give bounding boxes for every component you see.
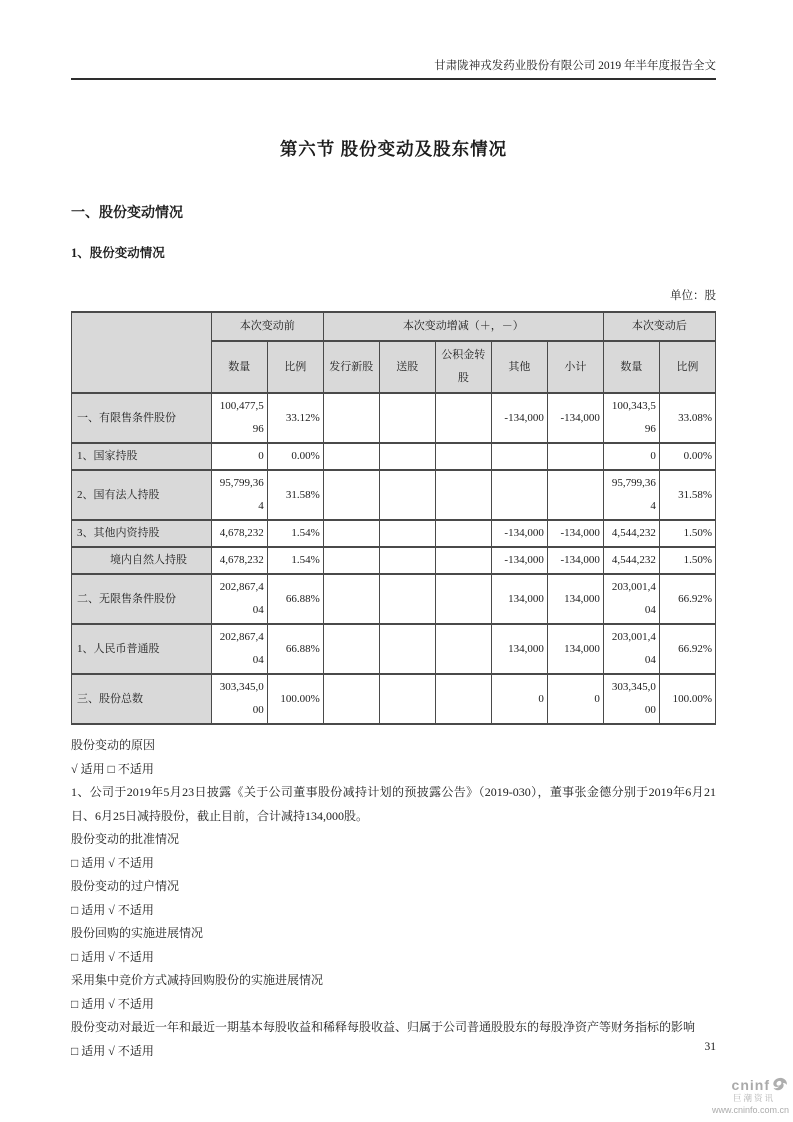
applicability-line: □ 适用 √ 不适用 (71, 1043, 154, 1058)
subheading-share-change-detail: 1、股份变动情况 (71, 246, 165, 260)
col-header-qty-after: 数量 (603, 341, 659, 393)
cell-value: 134,000 (547, 574, 603, 624)
row-label: 三、股份总数 (72, 674, 212, 724)
cell-value: 0 (603, 443, 659, 470)
report-header-title: 甘肃陇神戎发药业股份有限公司 2019 年半年度报告全文 (434, 60, 716, 72)
cell-value: 202,867,404 (211, 574, 267, 624)
cell-value (379, 393, 435, 443)
note-label: 采用集中竞价方式减持回购股份的实施进展情况 (71, 973, 324, 987)
cell-value (323, 547, 379, 574)
share-change-table-body (72, 393, 716, 724)
cell-value: 0.00% (267, 443, 323, 470)
col-header-bonus-shares: 送股 (379, 341, 435, 393)
note-label: 股份变动的批准情况 (71, 832, 180, 846)
table-row (72, 547, 716, 574)
cell-value: -134,000 (547, 547, 603, 574)
applicability-line: □ 适用 √ 不适用 (71, 949, 154, 964)
table-row (72, 574, 716, 624)
cell-value: 95,799,364 (603, 470, 659, 520)
cell-value (547, 470, 603, 520)
row-label: 境内自然人持股 (72, 547, 212, 574)
cell-value: 31.58% (267, 470, 323, 520)
cell-value (435, 520, 491, 547)
table-row (72, 393, 716, 443)
cninfo-swirl-icon (772, 1077, 789, 1092)
table-row (72, 520, 716, 547)
cell-value: -134,000 (491, 393, 547, 443)
heading-share-change-overview: 一、股份变动情况 (71, 206, 183, 221)
col-header-ratio-after: 比例 (659, 341, 715, 393)
page-number: 31 (704, 1041, 716, 1053)
cell-value (435, 547, 491, 574)
cninfo-brand-text: cninf (731, 1076, 770, 1093)
group-header-after: 本次变动后 (603, 312, 715, 341)
cell-value (379, 443, 435, 470)
cninfo-url-text: www.cninfo.com.cn (711, 1104, 789, 1115)
cell-value (323, 520, 379, 547)
row-label: 1、国家持股 (72, 443, 212, 470)
cell-value: 0 (547, 674, 603, 724)
cell-value (379, 470, 435, 520)
cell-value: 100.00% (267, 674, 323, 724)
cell-value (379, 574, 435, 624)
cninfo-logo-top (689, 1077, 789, 1092)
cell-value: 1.54% (267, 547, 323, 574)
table-row (72, 674, 716, 724)
unit-label: 单位：股 (670, 290, 716, 302)
share-change-table (71, 311, 716, 725)
cell-value: 303,345,000 (603, 674, 659, 724)
cell-value: 4,544,232 (603, 547, 659, 574)
cell-value: 0 (211, 443, 267, 470)
cell-value: 1.50% (659, 547, 715, 574)
cninfo-logo (689, 1077, 789, 1115)
cell-value (323, 393, 379, 443)
col-header-ratio-before: 比例 (267, 341, 323, 393)
cell-value (323, 470, 379, 520)
cninfo-chinese-text: 巨潮资讯 (732, 1093, 775, 1103)
table-row (72, 624, 716, 674)
cell-value (379, 520, 435, 547)
applicability-line: □ 适用 √ 不适用 (71, 996, 154, 1011)
cell-value: 66.88% (267, 624, 323, 674)
col-header-subtotal: 小计 (547, 341, 603, 393)
col-header-qty-before: 数量 (211, 341, 267, 393)
cell-value: 33.08% (659, 393, 715, 443)
corner-cell (72, 312, 212, 393)
group-header-before: 本次变动前 (211, 312, 323, 341)
applicability-line: □ 适用 √ 不适用 (71, 855, 154, 870)
cell-value: 100.00% (659, 674, 715, 724)
row-label: 二、无限售条件股份 (72, 574, 212, 624)
cell-value: 31.58% (659, 470, 715, 520)
cell-value (435, 443, 491, 470)
table-row (72, 470, 716, 520)
table-row (72, 443, 716, 470)
cell-value: 0 (491, 674, 547, 724)
cell-value: -134,000 (547, 520, 603, 547)
cell-value: 303,345,000 (211, 674, 267, 724)
cell-value (547, 443, 603, 470)
cell-value (323, 674, 379, 724)
col-header-new-issue: 发行新股 (323, 341, 379, 393)
cell-value (435, 470, 491, 520)
cell-value (435, 624, 491, 674)
note-label: 股份变动对最近一年和最近一期基本每股收益和稀释每股收益、归属于公司普通股股东的每股净资产等财务指标的影响 (71, 1020, 696, 1034)
cell-value: -134,000 (491, 547, 547, 574)
cell-value: 100,343,596 (603, 393, 659, 443)
row-label: 一、有限售条件股份 (72, 393, 212, 443)
cell-value: 134,000 (491, 624, 547, 674)
note-label: 股份变动的过户情况 (71, 879, 180, 893)
cell-value: 4,678,232 (211, 520, 267, 547)
cell-value: 1.54% (267, 520, 323, 547)
cell-value: 95,799,364 (211, 470, 267, 520)
cell-value (323, 443, 379, 470)
cell-value: 4,678,232 (211, 547, 267, 574)
cell-value (435, 574, 491, 624)
cell-value: 134,000 (491, 574, 547, 624)
cell-value: 66.92% (659, 624, 715, 674)
cell-value (435, 393, 491, 443)
cell-value: 203,001,404 (603, 574, 659, 624)
table-group-header-row (72, 312, 716, 341)
cell-value: 100,477,596 (211, 393, 267, 443)
cell-value (323, 624, 379, 674)
cell-value: -134,000 (491, 520, 547, 547)
col-header-reserve-conversion: 公积金转股 (435, 341, 491, 393)
note-label: 股份变动的原因 (71, 738, 156, 752)
cell-value: 203,001,404 (603, 624, 659, 674)
cell-value (379, 624, 435, 674)
cell-value (379, 547, 435, 574)
cell-value: 33.12% (267, 393, 323, 443)
applicability-line: □ 适用 √ 不适用 (71, 902, 154, 917)
report-page-content (71, 0, 716, 1063)
applicability-line: √ 适用 □ 不适用 (71, 761, 154, 776)
col-header-other: 其他 (491, 341, 547, 393)
cell-value: 66.88% (267, 574, 323, 624)
note-paragraph: 1、公司于2019年5月23日披露《关于公司董事股份减持计划的预披露公告》（2019-030），董事张金德分别于2019年6月21日、6月25日减持股份，截止目前，合计减持134,000股。 (71, 785, 716, 823)
cell-value: 0.00% (659, 443, 715, 470)
cell-value: 134,000 (547, 624, 603, 674)
note-label: 股份回购的实施进展情况 (71, 926, 204, 940)
row-label: 2、国有法人持股 (72, 470, 212, 520)
group-header-change: 本次变动增减（＋，－） (323, 312, 603, 341)
section-title: 第六节 股份变动及股东情况 (279, 139, 508, 159)
notes-section (71, 734, 716, 1063)
row-label: 3、其他内资持股 (72, 520, 212, 547)
cell-value: 4,544,232 (603, 520, 659, 547)
cell-value: 66.92% (659, 574, 715, 624)
page-header (71, 0, 716, 80)
cell-value (491, 443, 547, 470)
row-label: 1、人民币普通股 (72, 624, 212, 674)
cell-value (323, 574, 379, 624)
cell-value (491, 470, 547, 520)
cell-value: -134,000 (547, 393, 603, 443)
cell-value: 1.50% (659, 520, 715, 547)
cell-value (435, 674, 491, 724)
cell-value: 202,867,404 (211, 624, 267, 674)
cell-value (379, 674, 435, 724)
